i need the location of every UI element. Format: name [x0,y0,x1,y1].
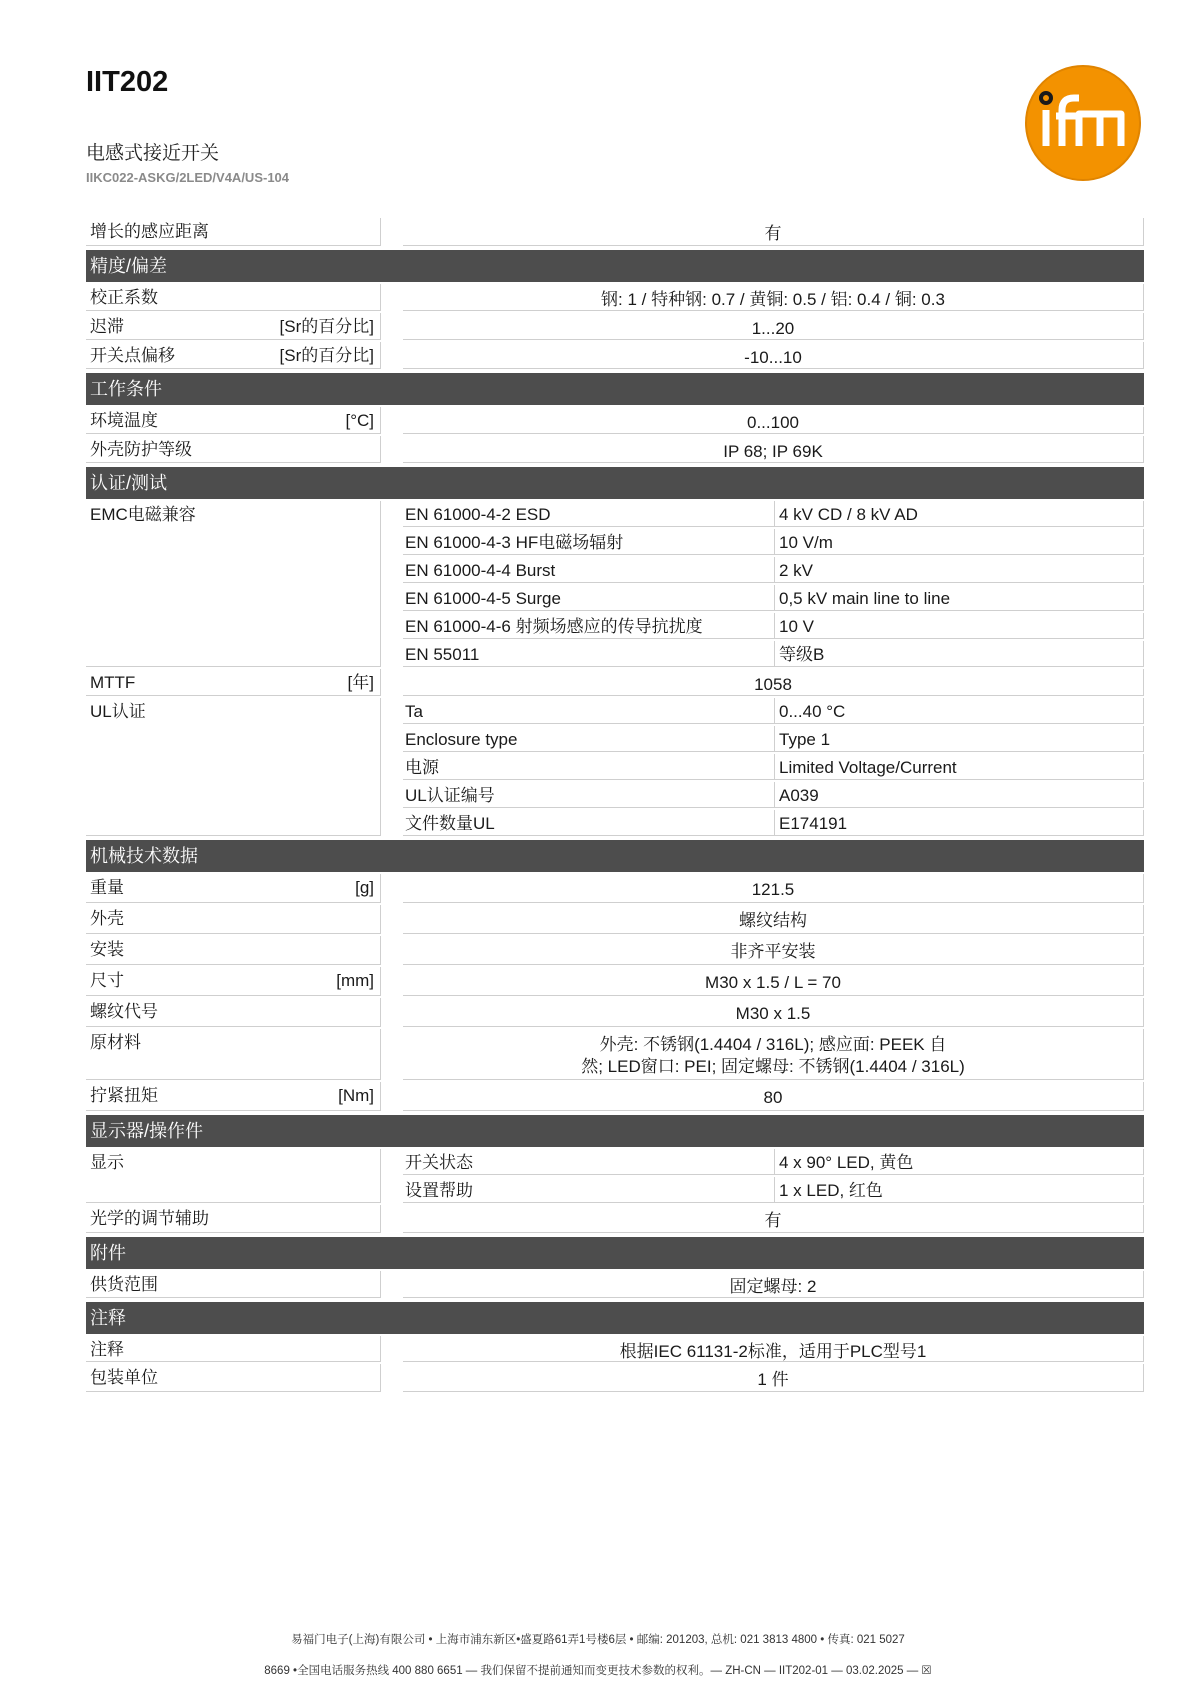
list-item [403,726,1144,752]
value-optical-aid: 有 [403,1205,1144,1233]
list-item [403,613,1144,639]
label-mttf [86,669,381,696]
emc-list [403,501,1144,667]
label-text: 尺寸 [90,971,124,990]
list-item [403,698,1144,724]
ul-key: Enclosure type [403,726,775,752]
test-value: 4 kV CD / 8 kV AD [775,501,1144,527]
label-correction: 校正系数 [86,284,381,311]
test-value: 等级B [775,641,1144,667]
test-value: 2 kV [775,557,1144,583]
label-packaging: 包装单位 [86,1364,381,1392]
list-item [403,754,1144,780]
value-mounting: 非齐平安装 [403,936,1144,965]
spec-row-optical-aid [86,1205,1144,1233]
label-switch-drift [86,342,381,369]
label-weight [86,874,381,903]
ul-key: 电源 [403,754,775,780]
unit: [mm] [336,971,374,990]
spec-row-correction [86,284,1144,311]
product-title: IIT202 [86,66,169,98]
label-text: MTTF [90,673,136,692]
test-name: EN 55011 [403,641,775,667]
list-item [403,810,1144,836]
test-name: EN 61000-4-2 ESD [403,501,775,527]
section-mechanical: 机械技术数据 [86,840,1144,872]
section-accessories: 附件 [86,1237,1144,1269]
label-housing: 外壳 [86,905,381,934]
footer-address: 易福门电子(上海)有限公司 • 上海市浦东新区•盛夏路61弄1号楼6层 • 邮编: 201203, 总机: 021 3813 4800 • 传真: 021 5027 [291,1634,905,1646]
label-increased-range: 增长的感应距离 [86,218,381,246]
label-hysteresis [86,313,381,340]
unit: [Nm] [338,1086,374,1105]
label-emc: EMC电磁兼容 [86,501,381,667]
value-torque: 80 [403,1082,1144,1111]
product-subtitle: 电感式接近开关 [86,143,220,164]
display-key: 开关状态 [403,1149,775,1175]
spec-row-dimensions [86,967,1144,996]
spec-row-mounting [86,936,1144,965]
section-accuracy: 精度/偏差 [86,250,1144,282]
label-mounting: 安装 [86,936,381,965]
list-item [403,782,1144,808]
test-name: EN 61000-4-5 Surge [403,585,775,611]
label-text: 迟滞 [90,317,124,336]
section-display: 显示器/操作件 [86,1115,1144,1147]
spec-row-ambient [86,407,1144,434]
label-thread: 螺纹代号 [86,998,381,1027]
label-ul: UL认证 [86,698,381,836]
spec-row-torque [86,1082,1144,1111]
display-list [403,1149,1144,1203]
test-value: 0,5 kV main line to line [775,585,1144,611]
value-correction: 钢: 1 / 特种钢: 0.7 / 黄铜: 0.5 / 铝: 0.4 / 铜: 0.3 [403,284,1144,311]
spec-row-weight [86,874,1144,903]
value-materials [403,1029,1144,1080]
ul-value: 0...40 °C [775,698,1144,724]
ul-value: A039 [775,782,1144,808]
unit: [g] [355,878,374,897]
label-torque [86,1082,381,1111]
label-text: 环境温度 [90,411,158,430]
spec-row-scope [86,1271,1144,1298]
value-remarks: 根据IEC 61131-2标准，适用于PLC型号1 [403,1336,1144,1362]
label-text: 开关点偏移 [90,346,175,365]
list-item [403,557,1144,583]
spec-row-display [86,1149,1144,1203]
section-approvals: 认证/测试 [86,467,1144,499]
value-dimensions: M30 x 1.5 / L = 70 [403,967,1144,996]
value-thread: M30 x 1.5 [403,998,1144,1027]
spec-row-emc [86,501,1144,667]
test-name: EN 61000-4-6 射频场感应的传导抗扰度 [403,613,775,639]
ul-key: 文件数量UL [403,810,775,836]
value-mttf: 1058 [403,669,1144,696]
test-name: EN 61000-4-4 Burst [403,557,775,583]
list-item [403,1177,1144,1203]
unit: [Sr的百分比] [279,317,374,336]
spec-row-materials [86,1029,1144,1080]
display-key: 设置帮助 [403,1177,775,1203]
test-value: 10 V [775,613,1144,639]
label-dimensions [86,967,381,996]
label-display: 显示 [86,1149,381,1203]
unit: [Sr的百分比] [279,346,374,365]
label-text: 重量 [90,878,124,897]
spec-row-housing [86,905,1144,934]
section-remarks: 注释 [86,1302,1144,1334]
unit: [°C] [345,411,374,430]
spec-row-switch-drift [86,342,1144,369]
value-ambient: 0...100 [403,407,1144,434]
materials-line: 然; LED窗口: PEI; 固定螺母: 不锈钢(1.4404 / 316L) [581,1057,965,1076]
value-weight: 121.5 [403,874,1144,903]
label-materials: 原材料 [86,1029,381,1080]
spec-row-mttf [86,669,1144,696]
value-packaging: 1 件 [403,1364,1144,1392]
value-protection: IP 68; IP 69K [403,436,1144,463]
section-operating: 工作条件 [86,373,1144,405]
label-remarks: 注释 [86,1336,381,1362]
spec-row-thread [86,998,1144,1027]
spec-row-increased-range [86,218,1144,246]
product-code: IIKC022-ASKG/2LED/V4A/US-104 [86,170,290,185]
label-ambient [86,407,381,434]
value-scope: 固定螺母: 2 [403,1271,1144,1298]
value-hysteresis: 1...20 [403,313,1144,340]
spec-row-protection [86,436,1144,463]
ul-value: Type 1 [775,726,1144,752]
unit: [年] [347,673,374,692]
display-value: 4 x 90° LED, 黄色 [775,1149,1144,1175]
list-item [403,1149,1144,1175]
spec-row-packaging [86,1364,1144,1392]
list-item [403,641,1144,667]
test-value: 10 V/m [775,529,1144,555]
list-item [403,585,1144,611]
footer-legal: 8669 •全国电话服务热线 400 880 6651 — 我们保留不提前通知而变更技术参数的权利。— ZH-CN — IIT202-01 — 03.02.2025 — ☒ [264,1665,932,1677]
value-housing: 螺纹结构 [403,905,1144,934]
display-value: 1 x LED, 红色 [775,1177,1144,1203]
ul-key: Ta [403,698,775,724]
test-name: EN 61000-4-3 HF电磁场辐射 [403,529,775,555]
value-increased-range: 有 [403,218,1144,246]
materials-line: 外壳: 不锈钢(1.4404 / 316L); 感应面: PEEK 自 [599,1035,947,1054]
spec-row-hysteresis [86,313,1144,340]
ul-key: UL认证编号 [403,782,775,808]
ul-value: Limited Voltage/Current [775,754,1144,780]
list-item [403,501,1144,527]
spec-row-remarks [86,1336,1144,1362]
spec-row-ul [86,698,1144,836]
label-protection: 外壳防护等级 [86,436,381,463]
spec-table [86,218,1144,1392]
ifm-logo [1024,64,1142,182]
label-optical-aid: 光学的调节辅助 [86,1205,381,1233]
label-text: 拧紧扭矩 [90,1086,158,1105]
ul-list [403,698,1144,836]
ul-value: E174191 [775,810,1144,836]
value-switch-drift: -10...10 [403,342,1144,369]
label-scope: 供货范围 [86,1271,381,1298]
list-item [403,529,1144,555]
